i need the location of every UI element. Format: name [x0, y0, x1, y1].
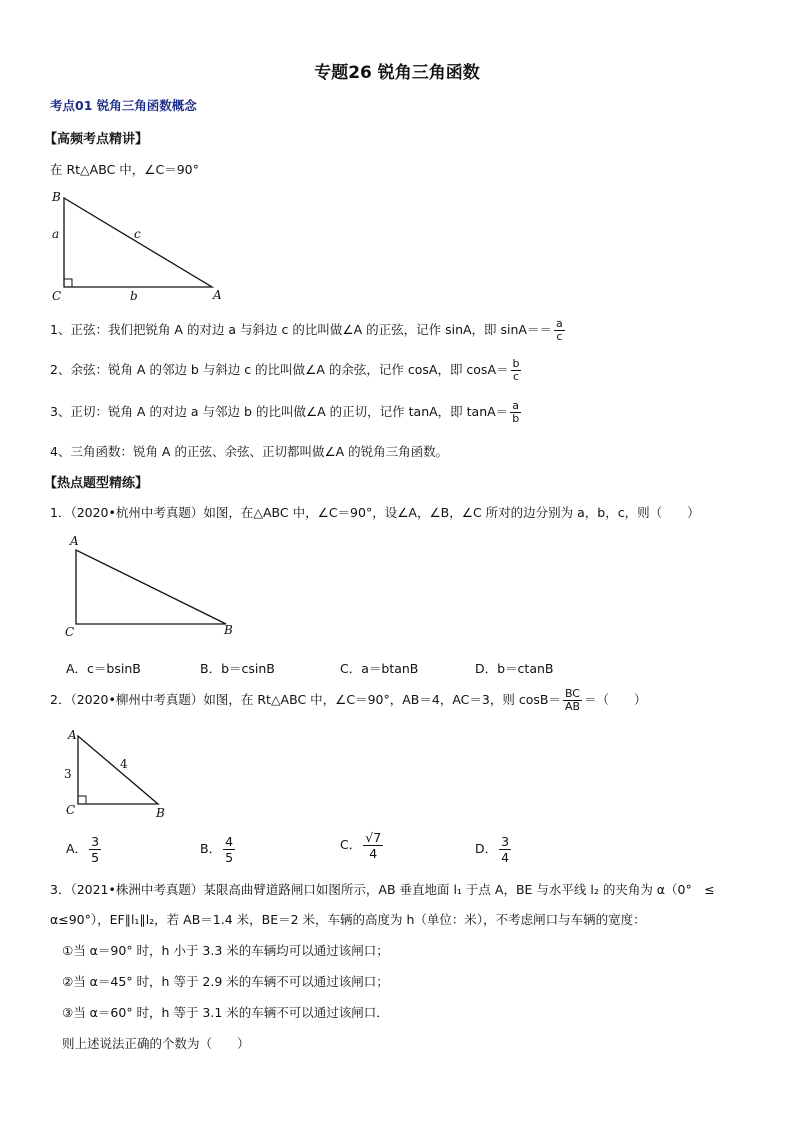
q1-option-c[interactable]: C．a＝btanB	[340, 661, 419, 676]
fig1-label-a: a	[52, 227, 60, 241]
tangent-fraction: $\frac{a}{b}$	[512, 399, 520, 425]
question-3-line-2: α≤90°），EF∥l₁∥l₂，若 AB＝1.4 米，BE＝2 米，车辆的高度为 h（单位：米），不考虑闸口与车辆的宽度：	[50, 912, 646, 927]
q1-option-d[interactable]: D．b＝ctanB	[475, 661, 554, 676]
q3-statement-1: ①当 α＝90° 时，h 小于 3.3 米的车辆均可以通过该闸口；	[62, 943, 389, 958]
q2-fraction: $\frac{BC}{AB}$	[564, 687, 581, 713]
def-cosine-text: 2、余弦：锐角 A 的邻边 b 与斜边 c 的比叫做∠A 的余弦，记作 cosA，即 cosA＝	[50, 362, 509, 377]
fig1-label-b: b	[130, 289, 138, 303]
def-sine	[50, 318, 567, 343]
def-sine-text: 1、正弦：我们把锐角 A 的对边 a 与斜边 c 的比叫做∠A 的正弦，记作 sinA，即 sinA＝＝	[50, 322, 552, 337]
section-hot-practice: 【热点题型精练】	[44, 476, 149, 491]
q2-stem-text: 2．（2020•柳州中考真题）如图，在 Rt△ABC 中，∠C＝90°，AB＝4，AC＝3，则 cosB＝	[50, 692, 561, 707]
fig1-label-C: C	[52, 289, 62, 303]
question-3-line-1: 3．（2021•株洲中考真题）某限高曲臂道路闸口如图所示，AB 垂直地面 l₁ 于点 A，BE 与水平线 l₂ 的夹角为 α（0° ≤	[50, 882, 715, 897]
intro-text: 在 Rt△ABC 中，∠C＝90°	[50, 162, 199, 177]
question-1-stem: 1．（2020•杭州中考真题）如图，在△ABC 中，∠C＝90°，设∠A，∠B，∠C 所对的边分别为 a，b，c，则（ ）	[50, 505, 700, 520]
fig1-label-B: B	[52, 190, 61, 204]
fig3-label-B: B	[156, 806, 165, 820]
q2-option-a[interactable]: A． $\frac{3}{5}$	[66, 834, 100, 865]
section-high-frequency: 【高频考点精讲】	[44, 132, 149, 147]
q1-option-b[interactable]: B．b＝csinB	[200, 661, 275, 676]
def-trig-function: 4、三角函数：锐角 A 的正弦、余弦、正切都叫做∠A 的锐角三角函数。	[50, 444, 449, 459]
topic-heading: 考点01 锐角三角函数概念	[50, 98, 197, 113]
fig2-label-A: A	[70, 534, 79, 548]
q3-statement-3: ③当 α＝60° 时，h 等于 3.1 米的车辆不可以通过该闸口．	[62, 1005, 389, 1020]
fig2-label-C: C	[65, 625, 75, 639]
def-cosine	[50, 358, 523, 383]
q2-stem-end: ＝（ ）	[584, 692, 647, 707]
q2-option-b[interactable]: B． $\frac{4}{5}$	[200, 834, 234, 865]
q1-option-a[interactable]: A．c＝bsinB	[66, 661, 141, 676]
sine-fraction: $\frac{a}{c}$	[555, 317, 563, 343]
triangle-figure-1	[46, 186, 236, 306]
q2-option-d[interactable]: D． $\frac{3}{4}$	[475, 834, 510, 865]
fig3-side-ac: 3	[64, 767, 72, 781]
triangle-figure-2	[60, 530, 250, 642]
question-2-stem	[50, 688, 647, 713]
fig1-label-c: c	[134, 227, 141, 241]
fig3-side-ab: 4	[120, 757, 128, 771]
fig3-label-C: C	[66, 803, 76, 817]
fig3-label-A: A	[68, 728, 77, 742]
q2-option-c[interactable]: C． $\frac{√7}{4}$	[340, 830, 382, 861]
q3-statement-2: ②当 α＝45° 时，h 等于 2.9 米的车辆不可以通过该闸口；	[62, 974, 389, 989]
def-tangent-text: 3、正切：锐角 A 的对边 a 与邻边 b 的比叫做∠A 的正切，记作 tanA，即 tanA＝	[50, 404, 509, 419]
def-tangent	[50, 400, 523, 425]
q3-question: 则上述说法正确的个数为（ ）	[62, 1036, 250, 1051]
fig2-label-B: B	[224, 623, 233, 637]
fig1-label-A: A	[213, 288, 222, 302]
triangle-figure-3	[58, 726, 178, 822]
cosine-fraction: $\frac{b}{c}$	[512, 357, 520, 383]
page-title: 专题26 锐角三角函数	[314, 63, 480, 83]
